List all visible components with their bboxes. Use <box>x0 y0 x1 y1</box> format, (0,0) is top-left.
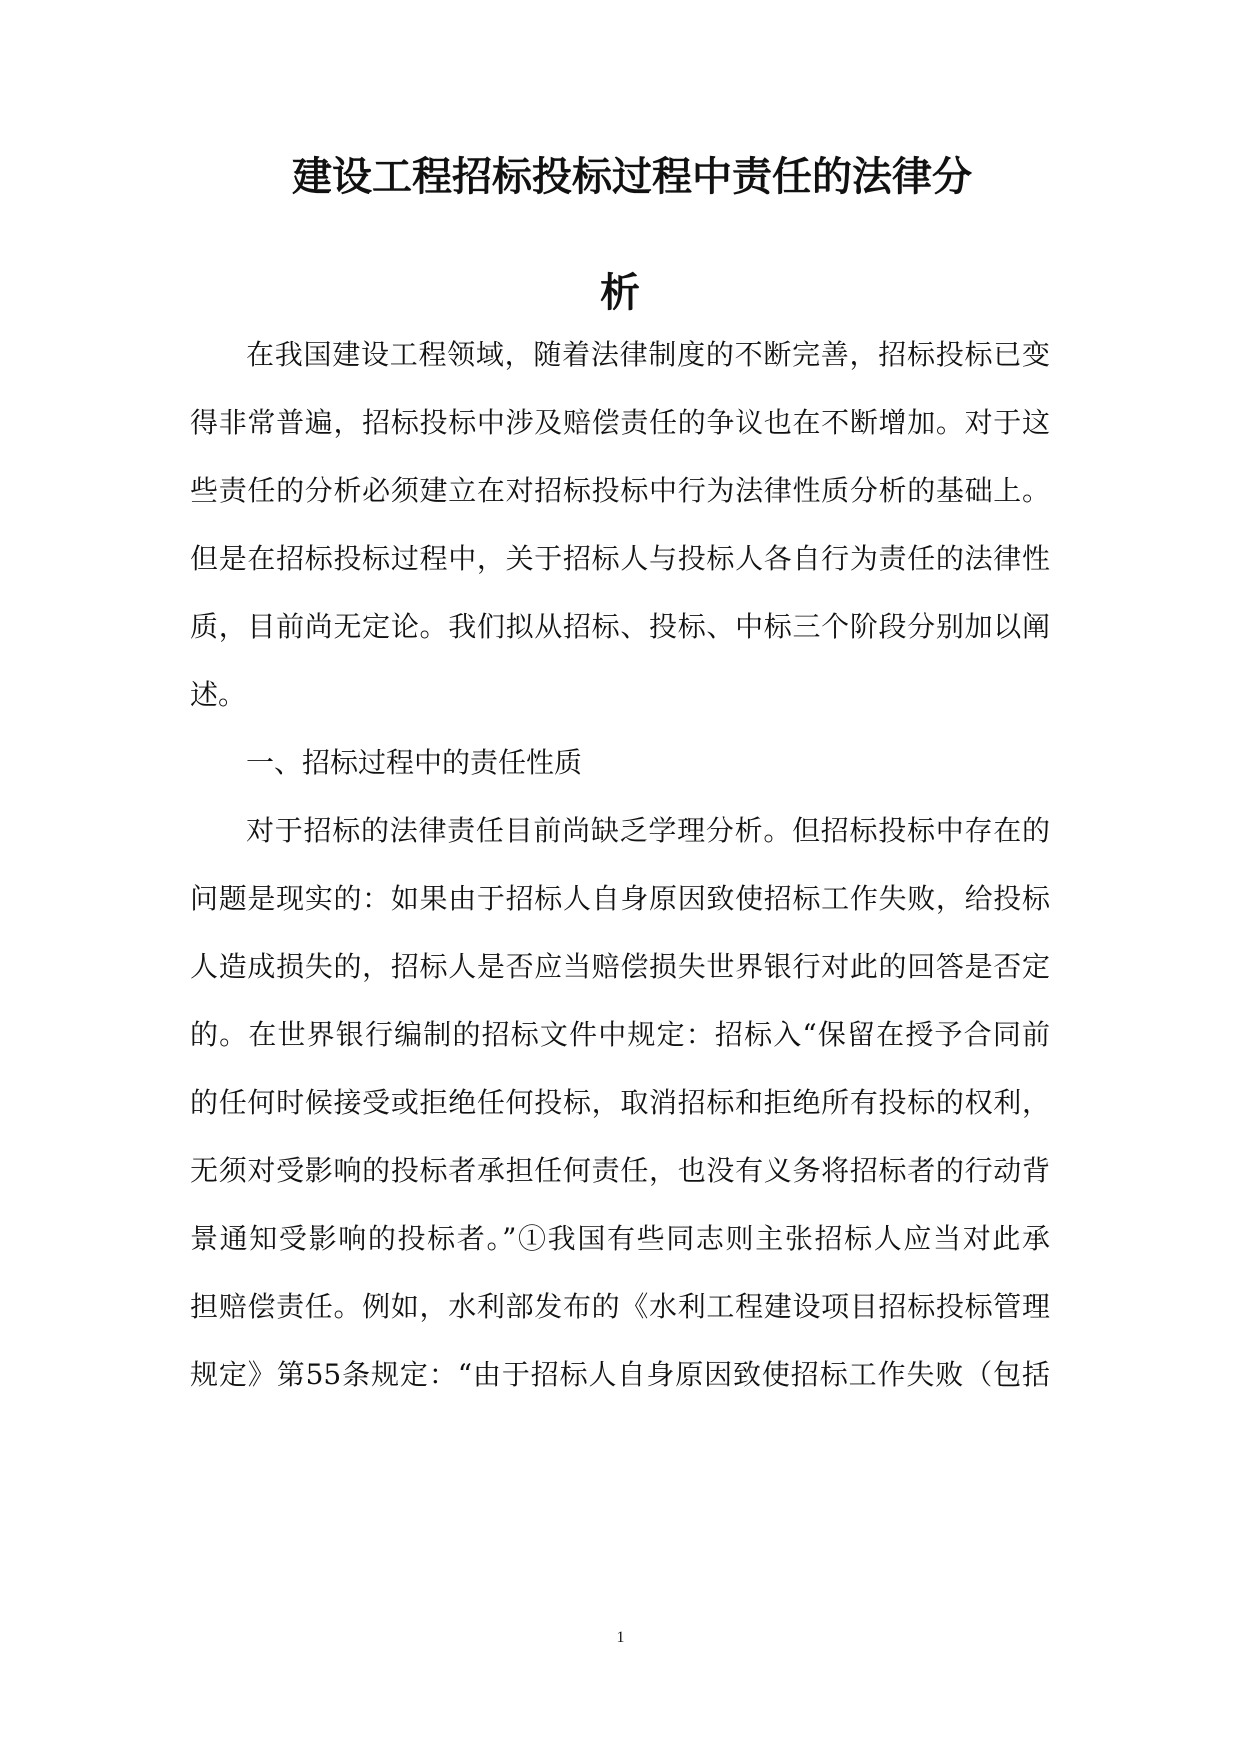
paragraph-line: 无须对受影响的投标者承担任何责任，也没有义务将招标者的行动背 <box>190 1154 1050 1187</box>
paragraph-line: 问题是现实的：如果由于招标人自身原因致使招标工作失败，给投标 <box>190 882 1050 915</box>
paragraph-line: 些责任的分析必须建立在对招标投标中行为法律性质分析的基础上。 <box>190 474 1050 507</box>
paragraph-line: 景通知受影响的投标者。”①我国有些同志则主张招标人应当对此承 <box>190 1222 1050 1255</box>
paragraph-line: 但是在招标投标过程中，关于招标人与投标人各自行为责任的法律性 <box>190 542 1050 575</box>
paragraph-line: 的任何时候接受或拒绝任何投标，取消招标和拒绝所有投标的权利， <box>190 1086 1050 1119</box>
paragraph-line: 质，目前尚无定论。我们拟从招标、投标、中标三个阶段分别加以阐 <box>190 610 1050 643</box>
section-heading: 一、招标过程中的责任性质 <box>246 746 583 779</box>
page-number: 1 <box>616 1629 625 1646</box>
paragraph-line: 得非常普遍，招标投标中涉及赔偿责任的争议也在不断增加。对于这 <box>190 406 1050 439</box>
document-title-line-1: 建设工程招标投标过程中责任的法律分 <box>292 153 972 200</box>
paragraph-line: 人造成损失的，招标人是否应当赔偿损失世界银行对此的回答是否定 <box>190 950 1050 983</box>
document-title-line-2: 析 <box>600 269 640 316</box>
paragraph-line: 的。在世界银行编制的招标文件中规定：招标入“保留在授予合同前 <box>190 1018 1050 1051</box>
paragraph-line: 担赔偿责任。例如，水利部发布的《水利工程建设项目招标投标管理 <box>190 1290 1050 1323</box>
paragraph-line: 在我国建设工程领域，随着法律制度的不断完善，招标投标已变 <box>246 338 1050 371</box>
paragraph-line: 述。 <box>190 678 247 711</box>
paragraph-line: 规定》第55条规定：“由于招标人自身原因致使招标工作失败（包括 <box>190 1358 1050 1391</box>
paragraph-line: 对于招标的法律责任目前尚缺乏学理分析。但招标投标中存在的 <box>246 814 1050 847</box>
